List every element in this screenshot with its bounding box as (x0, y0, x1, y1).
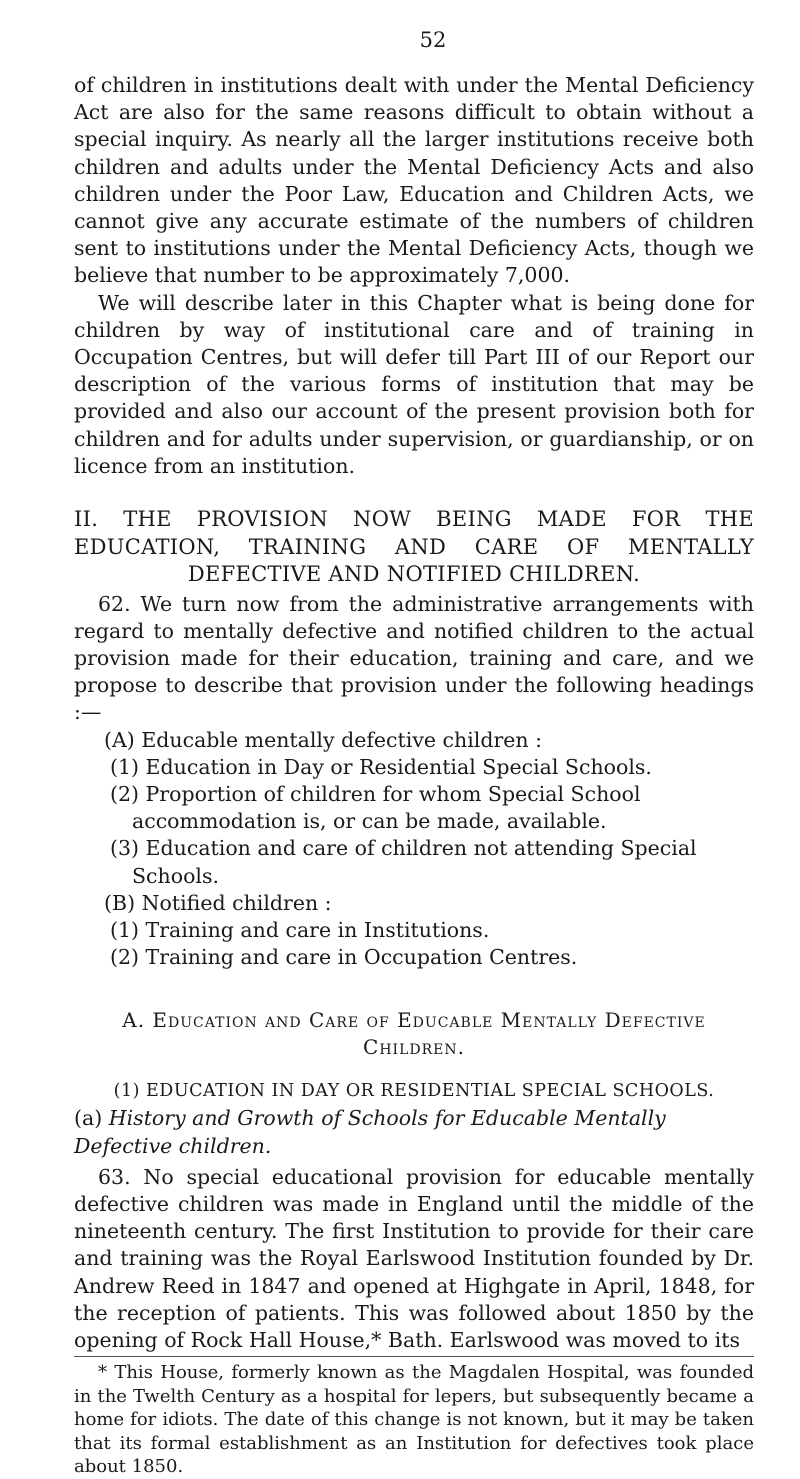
list-item-b1: (1) Training and care in Institutions. (110, 917, 490, 942)
chapter-description-paragraph: We will describe later in this Chapter what is being done for children by way of institutional care and of training in Occupation Centres, but will defer till Part III of our Report our description of the various forms of institution that may be provided and also our account of the present provision both for children and for adults under supervision, or guardianship, or on licence from an institution. (74, 290, 754, 478)
list-item-b2: (2) Training and care in Occupation Centres. (110, 945, 578, 970)
subsection-a-heading (74, 1105, 754, 1159)
subsection-a-title: History and Growth of Schools for Educable Mentally Defective children. (74, 1106, 666, 1158)
page-number: 52 (419, 28, 447, 52)
intro-paragraph: of children in institutions dealt with under the Mental Deficiency Act are also for the same reasons difficult to obtain without a special inquiry. As nearly all the larger institutions receive both children and adults under the Mental Deficiency Acts and also children under the Poor Law, Education and Children Acts, we cannot give any accurate estimate of the numbers of children sent to institutions under the Mental Deficiency Acts, though we believe that number to be approximately 7,000. (74, 73, 754, 288)
headings-list (74, 727, 754, 972)
list-heading-a: (A) Educable mentally defective children : (104, 727, 543, 752)
part-a-heading: A. Education and Care of Educable Mentally Defective Children. (122, 1008, 706, 1060)
list-heading-b: (B) Notified children : (104, 890, 332, 915)
list-item-a2: (2) Proportion of children for whom Special School accommodation is, or can be made, available. (110, 781, 641, 834)
paragraph-62: 62. We turn now from the administrative arrangements with regard to mentally defective and notified children to the actual provision made for their education, training and care, and we propose to describe that provision under the following headings :— (74, 591, 754, 725)
list-item-a1: (1) Education in Day or Residential Special Schools. (110, 754, 652, 779)
section-heading: II. THE PROVISION NOW BEING MADE FOR THE EDUCATION, TRAINING AND CARE OF MENTALLY DEFECTIVE AND NOTIFIED CHILDREN. (74, 507, 754, 587)
footnote: * This House, formerly known as the Magdalen Hospital, was founded in the Twelth Century as a hospital for lepers, but subsequently became a home for idiots. The date of this change is not known, but it may be taken that its formal establishment as an Institution for defectives took place about 1850. (74, 1362, 754, 1478)
paragraph-63: 63. No special educational provision for educable mentally defective children was made in England until the middle of the nineteenth century. The first Institution to provide for their care and training was the Royal Earlswood Institution founded by Dr. Andrew Reed in 1847 and opened at Highgate in April, 1848, for the reception of patients. This was followed about 1850 by the opening of Rock Hall House,* Bath. Earlswood was moved to its (74, 1164, 754, 1353)
subsection-a-prefix: (a) (74, 1106, 109, 1131)
subsection-1-heading: (1) EDUCATION IN DAY OR RESIDENTIAL SPECIAL SCHOOLS. (113, 1081, 715, 1102)
list-item-a3: (3) Education and care of children not attending Special Schools. (110, 836, 697, 888)
footnote-divider (74, 1356, 754, 1357)
